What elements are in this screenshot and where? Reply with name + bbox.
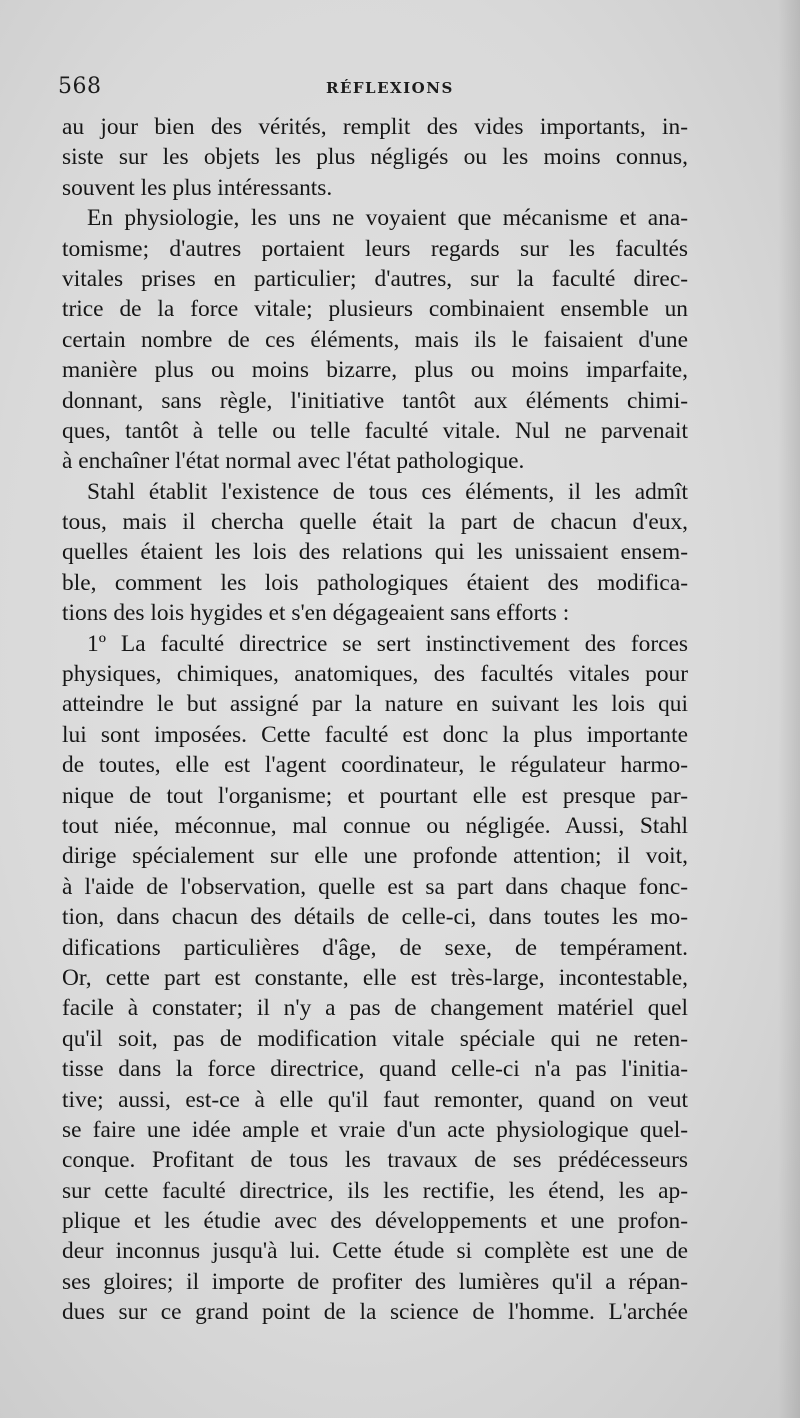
paragraph-start-line: En physiologie, les uns ne voyaient que mécanisme et ana- bbox=[87, 205, 688, 232]
text-line: trice de la force vitale; plusieurs combinaient ensemble un bbox=[62, 296, 688, 323]
text-line: dirige spécialement sur elle une profonde attention; il voit, bbox=[62, 843, 688, 870]
text-line: lui sont imposées. Cette faculté est donc la plus importante bbox=[62, 721, 688, 748]
text-line: facile à constater; il n'y a pas de changement matériel quel bbox=[62, 995, 688, 1022]
text-line: ques, tantôt à telle ou telle faculté vitale. Nul ne parvenait bbox=[62, 417, 688, 444]
text-line: de toutes, elle est l'agent coordinateur, le régulateur harmo- bbox=[62, 752, 688, 779]
text-line: se faire une idée ample et vraie d'un acte physiologique quel- bbox=[62, 1116, 688, 1143]
text-line: tous, mais il chercha quelle était la part de chacun d'eux, bbox=[62, 509, 688, 536]
text-line: siste sur les objets les plus négligés ou les moins connus, bbox=[62, 144, 688, 171]
text-line: quelles étaient les lois des relations qui les unissaient ensem- bbox=[62, 539, 688, 566]
page-edge-shadow bbox=[778, 0, 800, 1418]
text-line: tomisme; d'autres portaient leurs regards sur les facultés bbox=[62, 235, 688, 262]
paragraph-start-line: 1º La faculté directrice se sert instinctivement des forces bbox=[87, 630, 688, 657]
text-line: tisse dans la force directrice, quand celle-ci n'a pas l'initia- bbox=[62, 1056, 688, 1083]
body-text bbox=[62, 112, 688, 1328]
text-line: au jour bien des vérités, remplit des vides importants, in- bbox=[62, 114, 688, 140]
text-line: difications particulières d'âge, de sexe, de tempérament. bbox=[62, 934, 688, 961]
text-line: certain nombre de ces éléments, mais ils le faisaient d'une bbox=[62, 326, 688, 353]
text-line: vitales prises en particulier; d'autres, sur la faculté direc- bbox=[62, 265, 688, 292]
text-line: tive; aussi, est-ce à elle qu'il faut remonter, quand on veut bbox=[62, 1086, 688, 1113]
text-line: plique et les étudie avec des développements et une profon- bbox=[62, 1208, 688, 1235]
text-line: à l'aide de l'observation, quelle est sa part dans chaque fonc- bbox=[62, 873, 688, 900]
text-line: physiques, chimiques, anatomiques, des facultés vitales pour bbox=[62, 661, 688, 688]
running-title: RÉFLEXIONS bbox=[326, 79, 454, 97]
text-line: qu'il soit, pas de modification vitale spéciale qui ne reten- bbox=[62, 1025, 688, 1052]
text-line: tout niée, méconnue, mal connue ou négligée. Aussi, Stahl bbox=[62, 812, 688, 839]
page-header bbox=[58, 74, 698, 104]
text-line: Or, cette part est constante, elle est très-large, incontestable, bbox=[62, 964, 688, 991]
text-line: ses gloires; il importe de profiter des lumières qu'il a répan- bbox=[62, 1268, 688, 1295]
page-number: 568 bbox=[58, 74, 102, 99]
text-line: à enchaîner l'état normal avec l'état pathologique. bbox=[62, 448, 525, 475]
text-line: atteindre le but assigné par la nature en suivant les lois qui bbox=[62, 691, 688, 718]
text-line: manière plus ou moins bizarre, plus ou moins imparfaite, bbox=[62, 357, 688, 384]
text-line: nique de tout l'organisme; et pourtant elle est presque par- bbox=[62, 782, 688, 809]
text-line: tion, dans chacun des détails de celle-ci, dans toutes les mo- bbox=[62, 904, 688, 931]
text-line: souvent les plus intéressants. bbox=[62, 174, 333, 201]
paragraph-start-line: Stahl établit l'existence de tous ces éléments, il les admît bbox=[87, 478, 688, 505]
text-line: deur inconnus jusqu'à lui. Cette étude si complète est une de bbox=[62, 1238, 688, 1265]
text-line: ble, comment les lois pathologiques étaient des modifica- bbox=[62, 569, 688, 596]
text-line: conque. Profitant de tous les travaux de ses prédécesseurs bbox=[62, 1147, 688, 1174]
text-line: dues sur ce grand point de la science de l'homme. L'archée bbox=[62, 1299, 688, 1326]
text-line: sur cette faculté directrice, ils les rectifie, les étend, les ap- bbox=[62, 1177, 688, 1204]
text-line: tions des lois hygides et s'en dégageaient sans efforts : bbox=[62, 600, 570, 627]
text-line: donnant, sans règle, l'initiative tantôt aux éléments chimi- bbox=[62, 387, 688, 414]
